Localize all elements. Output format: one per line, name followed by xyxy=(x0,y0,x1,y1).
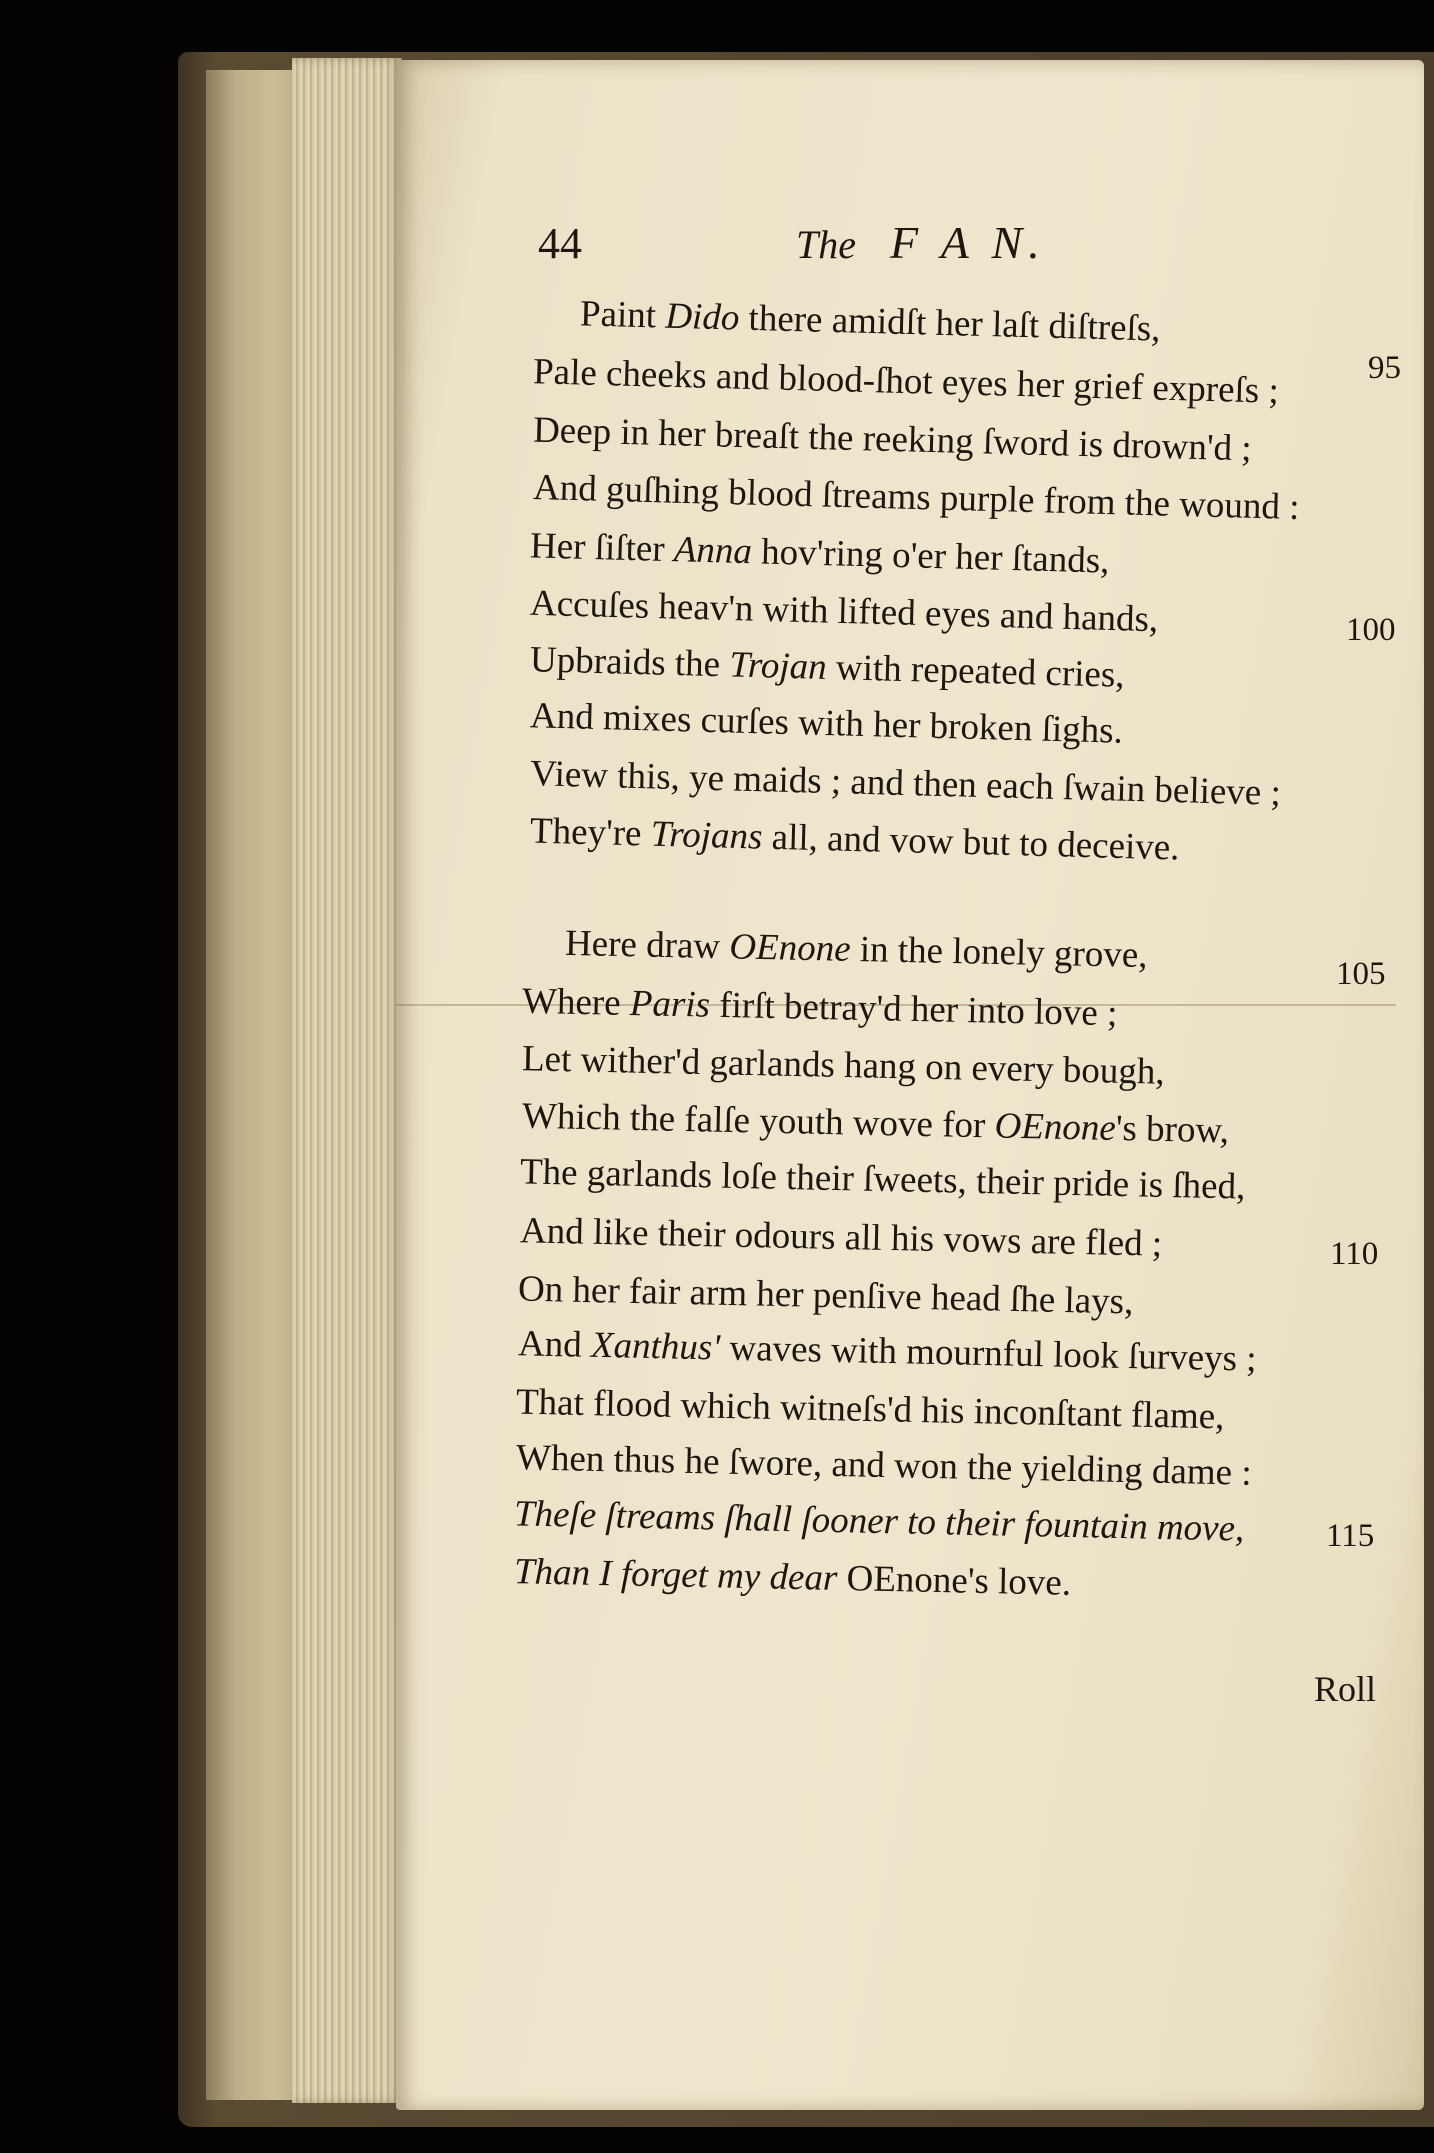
poem-line: Pale cheeks and blood-ſhot eyes her grief expreſs ; xyxy=(532,351,1280,412)
poem-line: Let wither'd garlands hang on every bough, xyxy=(521,1038,1166,1093)
page-number: 44 xyxy=(538,219,582,268)
poem-line: Theſe ſtreams ſhall ſooner to their fountain move, xyxy=(513,1493,1245,1550)
poem-line: View this, ye maids ; and then each ſwain believe ; xyxy=(529,753,1282,814)
line-number: 100 xyxy=(1346,612,1396,648)
running-title xyxy=(796,216,1046,269)
running-title-prefix: The xyxy=(796,222,856,267)
line-number: 115 xyxy=(1326,1518,1375,1554)
running-title-main: F A N. xyxy=(890,217,1046,268)
page-edges xyxy=(292,58,402,2103)
poem-line: Upbraids the Trojan with repeated cries, xyxy=(529,639,1126,696)
line-number: 110 xyxy=(1330,1236,1379,1272)
poem-line: Where Paris firſt betray'd her into love ; xyxy=(521,980,1118,1035)
poem-line: And Xanthus' waves with mournful look ſurveys ; xyxy=(517,1323,1257,1380)
cover-inner-board xyxy=(206,70,306,2100)
poem-line: On her fair arm her penſive head ſhe lays, xyxy=(517,1268,1134,1323)
poem-line: When thus he ſwore, and won the yielding dame : xyxy=(515,1437,1253,1494)
poem-line: They're Trojans all, and vow but to deceive. xyxy=(529,810,1181,869)
poem-line: And guſhing blood ſtreams purple from the wound : xyxy=(532,466,1301,529)
poem-line: Than I forget my dear OEnone's love. xyxy=(513,1551,1072,1604)
poem-line: Accuſes heav'n with lifted eyes and hands, xyxy=(529,582,1159,641)
poem-line: Paint Dido there amidſt her laſt diſtreſs, xyxy=(579,293,1162,350)
poem-line: And mixes curſes with her broken ſighs. xyxy=(529,695,1124,752)
line-number: 95 xyxy=(1368,350,1401,386)
line-number: 105 xyxy=(1336,956,1386,992)
poem-line: The garlands loſe their ſweets, their pride is ſhed, xyxy=(519,1151,1246,1208)
poem-line: Her ſiſter Anna hov'ring o'er her ſtands, xyxy=(529,525,1110,582)
catchword: Roll xyxy=(1314,1669,1377,1709)
poem-line: Which the falſe youth wove for OEnone's brow, xyxy=(521,1095,1230,1152)
poem-line: And like their odours all his vows are fled ; xyxy=(519,1210,1163,1265)
poem-line: Here draw OEnone in the lonely grove, xyxy=(564,922,1148,977)
poem-line: That flood which witneſs'd his inconſtant flame, xyxy=(515,1381,1225,1438)
poem-line: Deep in her breaſt the reeking ſword is drown'd ; xyxy=(532,409,1253,470)
